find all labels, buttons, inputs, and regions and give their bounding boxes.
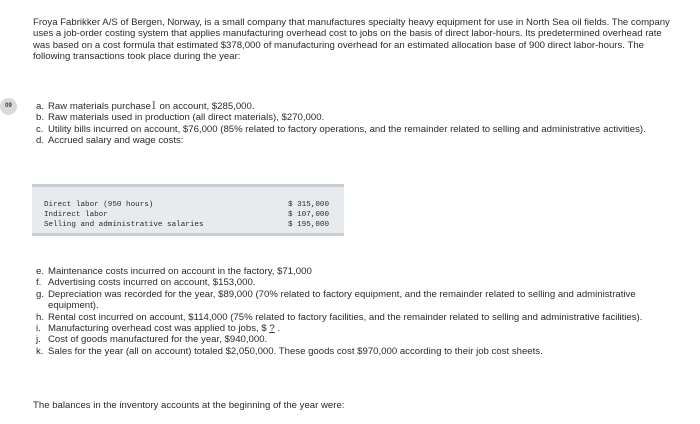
table-row bbox=[44, 210, 336, 220]
transaction-k bbox=[36, 346, 686, 357]
transaction-label: j. bbox=[36, 334, 41, 346]
transaction-c bbox=[36, 124, 686, 135]
transaction-label: c. bbox=[36, 123, 44, 135]
transaction-text: on account, $285,000. bbox=[156, 101, 255, 112]
transaction-text: Raw materials purchase bbox=[48, 101, 151, 112]
transaction-text: Maintenance costs incurred on account in the factory, $71,000 bbox=[48, 266, 312, 277]
transaction-e bbox=[36, 266, 686, 277]
transaction-label: e. bbox=[36, 266, 45, 277]
transaction-d bbox=[36, 135, 686, 146]
transaction-i bbox=[36, 323, 686, 334]
problem-intro: Froya Fabrikker A/S of Bergen, Norway, is a small company that manufactures specialty heavy equipment for use in North Sea oil fields. The company uses a job-order costing system that applies manufacturing overhead cost to jobs on the basis of direct labor-hours. Its predetermined overhead rate was based on a cost formula that estimated $378,000 of manufacturing overhead for an estimated allocation base of 900 direct labor-hours. The following transactions took place during the year: bbox=[33, 17, 670, 63]
transaction-label: d. bbox=[36, 135, 45, 147]
transaction-text: Rental cost incurred on account, $114,000 (75% related to factory facilities, and the remainder related to selling and administrative facilities). bbox=[48, 311, 643, 323]
transaction-text: Cost of goods manufactured for the year, $940,000. bbox=[48, 334, 268, 346]
transaction-j bbox=[36, 334, 686, 345]
transaction-g bbox=[36, 289, 686, 312]
transaction-label: g. bbox=[36, 288, 45, 300]
closing-prompt: The balances in the inventory accounts at the beginning of the year were: bbox=[33, 400, 345, 411]
transactions-list-a-d bbox=[36, 101, 686, 147]
table-row bbox=[44, 220, 336, 230]
transaction-h bbox=[36, 312, 686, 323]
transaction-b bbox=[36, 112, 686, 123]
row-name: Selling and administrative salaries bbox=[44, 221, 204, 229]
transaction-a bbox=[36, 101, 686, 112]
transaction-text: Sales for the year (all on account) totaled $2,050,000. These goods cost $970,000 according to their job cost sheets. bbox=[48, 345, 543, 357]
transactions-list-e-k bbox=[36, 266, 686, 357]
row-name: Direct labor (950 hours) bbox=[44, 201, 154, 209]
question-number-badge: 09 bbox=[0, 98, 17, 115]
row-amount: $ 107,000 bbox=[288, 211, 330, 219]
row-amount: $ 195,000 bbox=[288, 221, 330, 229]
transaction-text: Manufacturing overhead cost was applied to jobs, $ bbox=[48, 323, 270, 335]
row-name: Indirect labor bbox=[44, 211, 108, 219]
transaction-label: h. bbox=[36, 311, 45, 323]
transaction-label: i. bbox=[36, 323, 41, 335]
transaction-text: Raw materials used in production (all direct materials), $270,000. bbox=[48, 112, 325, 124]
transaction-label: a. bbox=[36, 101, 45, 112]
transaction-text: . bbox=[274, 323, 281, 335]
answer-blank: ? bbox=[269, 323, 275, 335]
transaction-label: b. bbox=[36, 112, 45, 124]
transaction-label: f. bbox=[36, 277, 42, 289]
transaction-text: Utility bills incurred on account, $76,000 (85% related to factory operations, and the remainder related to selling and administrative activities). bbox=[48, 123, 646, 135]
transaction-text: Depreciation was recorded for the year, $89,000 (70% related to factory equipment, and the remainder related to selling and administrative equipment). bbox=[48, 288, 636, 312]
transaction-text: Accrued salary and wage costs: bbox=[48, 135, 184, 147]
transaction-label: k. bbox=[36, 345, 44, 357]
text-cursor-icon: I bbox=[151, 101, 156, 112]
salary-wage-table bbox=[32, 184, 344, 236]
transaction-f bbox=[36, 277, 686, 288]
transaction-text: Advertising costs incurred on account, $153,000. bbox=[48, 277, 256, 289]
table-row bbox=[44, 200, 336, 210]
row-amount: $ 315,000 bbox=[288, 201, 330, 209]
